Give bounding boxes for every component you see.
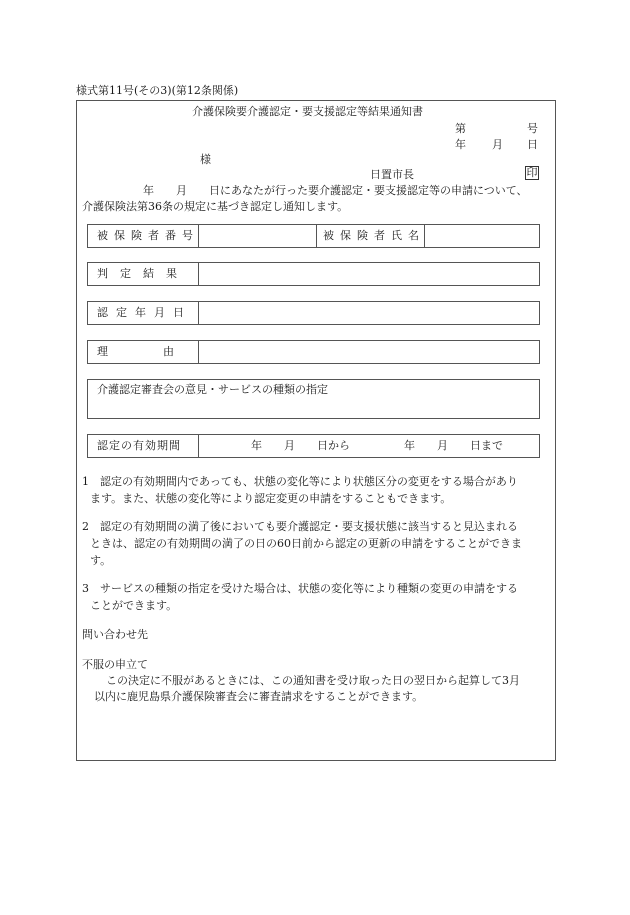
opinion-label: 介護認定審査会の意見・サービスの種類の指定 — [97, 383, 328, 396]
date-year: 年 — [455, 138, 466, 151]
cert-date-row — [87, 301, 540, 325]
seal-mark: 印 — [526, 166, 538, 179]
validity-label: 認定の有効期間 — [97, 439, 181, 452]
issuer-name: 日置市長 — [370, 168, 414, 181]
validity-row — [87, 434, 540, 458]
notice-title: 介護保険要介護認定・要支援認定等結果通知書 — [192, 105, 423, 118]
note-1-line-2: ます。また、状態の変化等により認定変更の申請をすることもできます。 — [90, 492, 452, 505]
contact-label: 問い合わせ先 — [82, 628, 148, 641]
insured-row — [87, 224, 540, 248]
note-3-line-1: 3 サービスの種類の指定を受けた場合は、状態の変化等により種類の変更の申請をする — [82, 582, 518, 595]
number-suffix: 号 — [527, 122, 538, 135]
appeal-line-2: 以内に鹿児島県介護保険審査会に審査請求をすることができます。 — [94, 690, 424, 703]
reason-label: 理 由 — [97, 345, 174, 358]
appeal-heading: 不服の申立て — [82, 658, 148, 671]
cert-date-label: 認定年月日 — [97, 306, 192, 319]
number-prefix: 第 — [455, 122, 466, 135]
note-1-line-1: 1 認定の有効期間内であっても、状態の変化等により状態区分の変更をする場合があり — [82, 475, 518, 488]
reason-row — [87, 340, 540, 364]
note-3 — [82, 580, 552, 614]
note-2 — [82, 518, 552, 569]
intro-line-1: 年 月 日にあなたが行った要介護認定・要支援認定等の申請について、 — [143, 184, 528, 197]
date-month: 月 — [492, 138, 503, 151]
intro-line-2: 介護保険法第36条の規定に基づき認定し通知します。 — [82, 200, 349, 213]
note-3-line-2: ことができます。 — [90, 599, 178, 612]
result-label: 判定結果 — [97, 267, 189, 280]
divider — [316, 225, 317, 247]
addressee-suffix: 様 — [200, 153, 211, 166]
validity-from: 年 月 日から — [251, 439, 350, 452]
note-2-line-2: ときは、認定の有効期間の満了の日の60日前から認定の更新の申請をすることができま — [90, 537, 522, 550]
insured-name-label: 被保険者氏名 — [323, 229, 425, 242]
form-id: 様式第11号(その3)(第12条関係) — [76, 84, 239, 97]
note-2-line-1: 2 認定の有効期間の満了後においても要介護認定・要支援状態に該当すると見込まれる — [82, 520, 518, 533]
cert-date-field[interactable] — [199, 302, 539, 324]
opinion-box[interactable] — [87, 379, 540, 419]
note-1 — [82, 473, 552, 507]
note-2-line-3: す。 — [90, 554, 112, 567]
appeal-line-1: この決定に不服があるときには、この通知書を受け取った日の翌日から起算して3月 — [106, 674, 520, 687]
result-row — [87, 262, 540, 286]
divider — [198, 435, 199, 457]
date-day: 日 — [527, 138, 538, 151]
insured-number-label: 被保険者番号 — [97, 229, 199, 242]
reason-field[interactable] — [199, 341, 539, 363]
validity-to: 年 月 日まで — [404, 439, 503, 452]
result-field[interactable] — [199, 263, 539, 285]
insured-name-field[interactable] — [425, 225, 539, 247]
